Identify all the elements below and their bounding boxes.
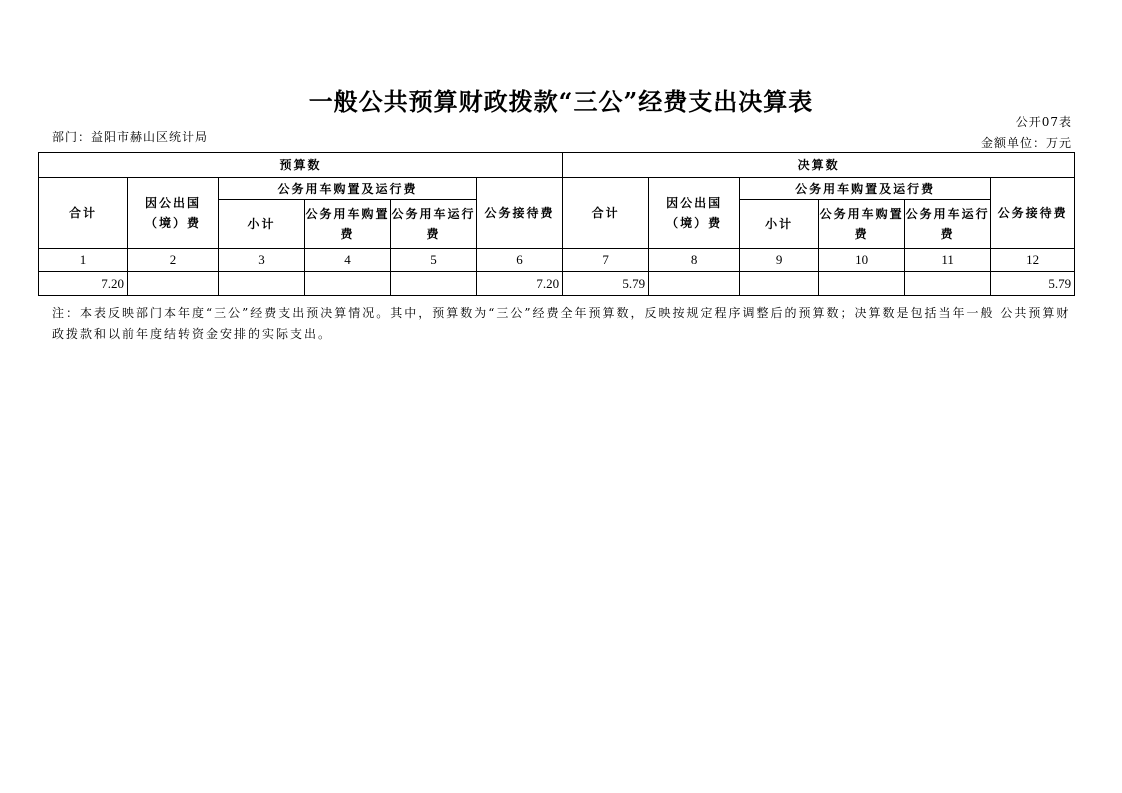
- index-cell: 7: [563, 249, 649, 272]
- final-vehicle-purchase-header: 公务用车购置费: [819, 200, 905, 249]
- final-abroad-header: 因公出国（境）费: [649, 178, 740, 249]
- budget-total-header: 合计: [39, 178, 128, 249]
- final-reception-header: 公务接待费: [991, 178, 1075, 249]
- value-row: [39, 272, 1075, 296]
- value-cell: 5.79: [563, 272, 649, 296]
- value-cell: [905, 272, 991, 296]
- final-vehicle-group-header: 公务用车购置及运行费: [740, 178, 991, 200]
- value-cell: [391, 272, 477, 296]
- value-cell: [740, 272, 819, 296]
- department-label: 部门：益阳市赫山区统计局: [52, 130, 209, 144]
- index-cell: 2: [128, 249, 219, 272]
- index-cell: 3: [219, 249, 305, 272]
- value-cell: 7.20: [477, 272, 563, 296]
- value-cell: [649, 272, 740, 296]
- unit-label: 金额单位：万元: [980, 136, 1072, 150]
- value-cell: [819, 272, 905, 296]
- footnote: 注：本表反映部门本年度“三公”经费支出预决算情况。其中，预算数为“三公”经费全年预算数，反映按规定程序调整后的预算数；决算数是包括当年一般 公共预算财政拨款和以前年度结转资金安排的实际支出。: [52, 306, 1071, 341]
- form-number: 公开07表: [1015, 115, 1072, 129]
- page-title: 一般公共预算财政拨款“三公”经费支出决算表: [308, 87, 814, 116]
- value-cell: [219, 272, 305, 296]
- budget-vehicle-group-header: 公务用车购置及运行费: [219, 178, 477, 200]
- value-cell: 5.79: [991, 272, 1075, 296]
- budget-header: 预算数: [39, 153, 563, 178]
- final-subtotal-header: 小计: [740, 200, 819, 249]
- index-cell: 6: [477, 249, 563, 272]
- budget-vehicle-operation-header: 公务用车运行费: [391, 200, 477, 249]
- budget-subtotal-header: 小计: [219, 200, 305, 249]
- index-cell: 5: [391, 249, 477, 272]
- index-cell: 9: [740, 249, 819, 272]
- final-total-header: 合计: [563, 178, 649, 249]
- value-cell: [305, 272, 391, 296]
- index-cell: 1: [39, 249, 128, 272]
- index-cell: 12: [991, 249, 1075, 272]
- budget-vehicle-purchase-header: 公务用车购置费: [305, 200, 391, 249]
- index-cell: 8: [649, 249, 740, 272]
- budget-reception-header: 公务接待费: [477, 178, 563, 249]
- value-cell: 7.20: [39, 272, 128, 296]
- index-cell: 11: [905, 249, 991, 272]
- value-cell: [128, 272, 219, 296]
- budget-abroad-header: 因公出国（境）费: [128, 178, 219, 249]
- final-vehicle-operation-header: 公务用车运行费: [905, 200, 991, 249]
- final-header: 决算数: [563, 153, 1075, 178]
- index-cell: 4: [305, 249, 391, 272]
- expense-table: [38, 152, 1075, 296]
- index-cell: 10: [819, 249, 905, 272]
- index-row: [39, 249, 1075, 272]
